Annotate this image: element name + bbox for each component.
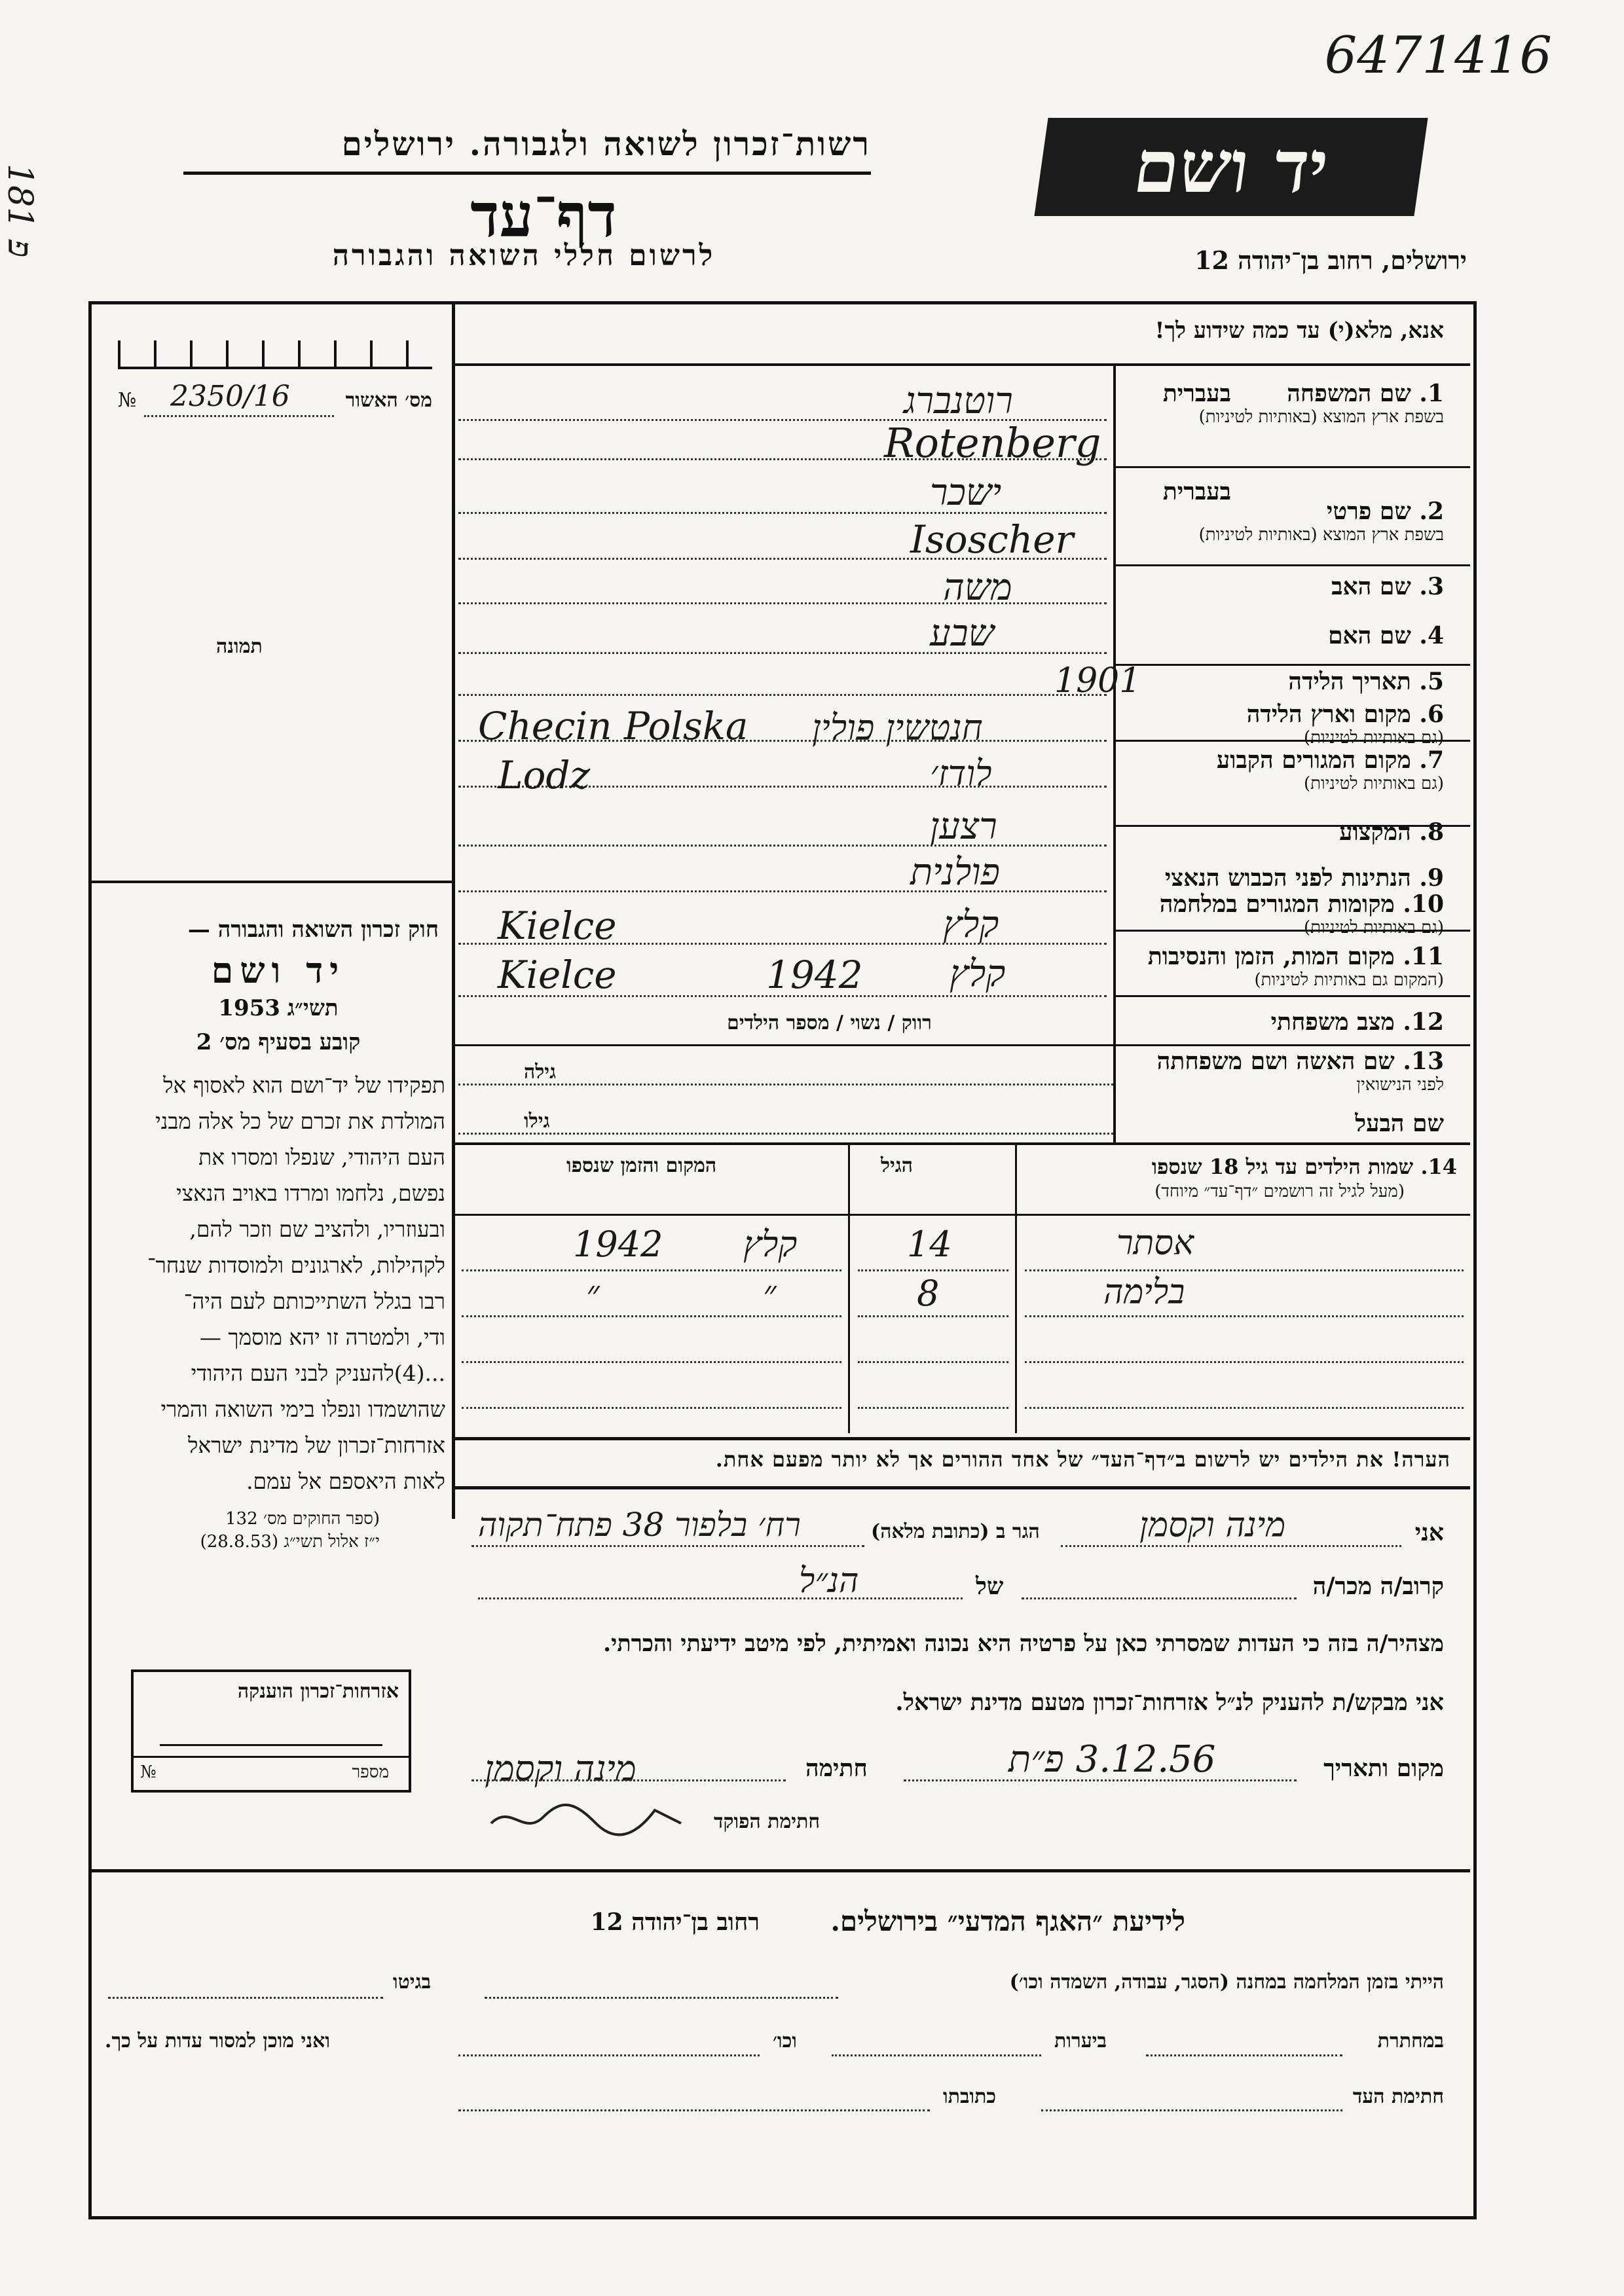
field-death-place bbox=[1148, 943, 1444, 990]
child-year: 1942 bbox=[573, 1224, 663, 1265]
law-line: ודי, ולמטרה זו יהא מוסמך — bbox=[199, 1324, 445, 1350]
child-age: 8 bbox=[917, 1273, 940, 1314]
field-label: שם האב bbox=[1331, 573, 1411, 600]
field-label: מצב משפחתי bbox=[1270, 1008, 1395, 1036]
underground-willing: ואני מוכן למסור עדות על כך. bbox=[105, 2030, 331, 2052]
row-line bbox=[1025, 1315, 1464, 1317]
note-top-border bbox=[455, 1437, 1470, 1440]
registry-number-sign: № bbox=[118, 389, 137, 412]
underground-title: לידיעת ״האגף המדעי״ בירושלים. bbox=[830, 1905, 1185, 1937]
stamp-number-sign: № bbox=[140, 1762, 157, 1782]
mother-name-value: שבע bbox=[930, 612, 995, 655]
underground-forests: ביערות bbox=[1054, 2030, 1107, 2052]
field-residence bbox=[1217, 746, 1444, 793]
law-line: לאות היאספם אל עמם. bbox=[246, 1468, 445, 1494]
row-sep bbox=[452, 1044, 1470, 1046]
field-father-name bbox=[1331, 573, 1444, 600]
instruction-band-bottom bbox=[452, 363, 1470, 366]
row-line bbox=[462, 1361, 841, 1363]
photo-box-bottom bbox=[92, 881, 452, 883]
first-name-hebrew: ישכר bbox=[930, 471, 1002, 514]
officer-signature-scribble bbox=[485, 1797, 694, 1843]
field-sub: בשפת ארץ המוצא (באותיות לטיניות) bbox=[1198, 407, 1444, 427]
registry-label: מס׳ האשור bbox=[345, 389, 432, 412]
field-label: מקום המות, הזמן והנסיבות bbox=[1147, 943, 1395, 970]
child-place: קלץ bbox=[743, 1224, 798, 1265]
field-num: 4. bbox=[1419, 622, 1444, 649]
underground-blank bbox=[1146, 2054, 1342, 2056]
value-line bbox=[458, 890, 1107, 892]
field-label: שם המשפחה bbox=[1287, 380, 1411, 407]
signature-label: חתימה bbox=[805, 1755, 868, 1782]
law-line: המולדת את זכרם של כל אלה מבני bbox=[155, 1108, 445, 1134]
law-name: יד ושם bbox=[211, 949, 346, 991]
child-name: בלימה bbox=[1103, 1273, 1185, 1312]
law-text bbox=[98, 1067, 445, 1499]
value-line bbox=[458, 1133, 1113, 1135]
field-label: מקום וארץ הלידה bbox=[1246, 701, 1411, 728]
field-birth-date bbox=[1288, 668, 1444, 695]
law-source: (ספר החוקים מס׳ 132 bbox=[225, 1509, 380, 1529]
marital-options: רווק / נשוי / מספר הילדים bbox=[727, 1011, 932, 1034]
registry-value-line bbox=[144, 415, 334, 417]
officer-signature-label: חתימת הפוקד bbox=[714, 1810, 821, 1833]
row-sep bbox=[1113, 564, 1470, 566]
profession-value: רצען bbox=[930, 805, 997, 848]
underground-blank bbox=[108, 1997, 383, 1999]
field-marital-status bbox=[1271, 1008, 1444, 1036]
row-line bbox=[858, 1269, 1008, 1271]
stamp-number-label: מספר bbox=[352, 1762, 389, 1782]
field-sub: (המקום גם באותיות לטיניות) bbox=[1254, 970, 1444, 990]
place-date-value: 3.12.56 פ״ת bbox=[1008, 1738, 1216, 1781]
field-label: מקום המגורים הקבוע bbox=[1216, 746, 1411, 774]
declarant-address-line bbox=[471, 1545, 864, 1547]
law-line: תפקידו של יד־ושם הוא לאסוף אל bbox=[163, 1072, 445, 1098]
stamp-title: אזרחות־זכרון הוענקה bbox=[237, 1680, 399, 1703]
signature-value: מינה וקסמן bbox=[485, 1748, 637, 1789]
law-year-heb: תשי״ג bbox=[287, 995, 339, 1021]
org-title-underline bbox=[183, 172, 871, 175]
death-year: 1942 bbox=[766, 953, 863, 997]
value-line bbox=[458, 652, 1107, 654]
field-sub: (גם באותיות לטיניות) bbox=[1303, 728, 1444, 748]
photo-label: תמונה bbox=[216, 635, 263, 658]
registry-row bbox=[118, 380, 432, 419]
declaration-statement: מצהיר/ה בזה כי העדות שמסרתי כאן על פרטיה היא נכונה ואמיתית, לפי מיטב ידיעתי והכרתי. bbox=[603, 1630, 1444, 1657]
row-line bbox=[462, 1269, 841, 1271]
row-line bbox=[1025, 1407, 1464, 1409]
field-num: 2. bbox=[1419, 498, 1444, 525]
declarant-address: רח׳ בלפור 38 פתח־תקוה bbox=[478, 1506, 801, 1544]
yad-vashem-logo: יד ושם bbox=[1034, 118, 1428, 216]
instruction-text: אנא, מלא(י) עד כמה שידוע לך! bbox=[1154, 318, 1444, 344]
field-label: תאריך הלידה bbox=[1288, 668, 1411, 695]
row-line bbox=[462, 1315, 841, 1317]
law-line: לקהילות, לארגונים ולמוסדות שנחר־ bbox=[147, 1252, 445, 1278]
declaration-i-label: אני bbox=[1414, 1519, 1444, 1546]
col-place-header: המקום והזמן שנספו bbox=[566, 1154, 717, 1177]
husband-age-label: גילו bbox=[524, 1110, 550, 1133]
field-lang: בעברית bbox=[1162, 380, 1231, 407]
underground-line1: הייתי בזמן המלחמה במחנה (הסגר, עבודה, השמדה וכו׳) bbox=[1009, 1971, 1444, 1994]
bottom-section-top bbox=[92, 1869, 1470, 1872]
form-subtitle: לרשום חללי השואה והגבורה bbox=[332, 239, 716, 272]
father-name-value: משה bbox=[943, 566, 1012, 609]
witness-signature-label: חתימת העד bbox=[1352, 2085, 1444, 2108]
citizenship-stamp-box bbox=[131, 1669, 411, 1793]
law-line: נפשם, נלחמו ומרדו באויב הנאצי bbox=[176, 1180, 445, 1206]
org-title: רשות־זכרון לשואה ולגבורה. ירושלים bbox=[341, 124, 871, 163]
field-label: שם האשה ושם משפחתה bbox=[1156, 1048, 1395, 1075]
underground-etc: וכו׳ bbox=[773, 2030, 797, 2052]
field-label: שם פרטי bbox=[1326, 498, 1411, 525]
stamp-line bbox=[160, 1744, 382, 1746]
document-number: 6471416 bbox=[1324, 26, 1552, 85]
field-profession bbox=[1339, 818, 1444, 846]
row-line bbox=[858, 1407, 1008, 1409]
field-birth-place bbox=[1247, 701, 1444, 748]
field-num: 8. bbox=[1419, 818, 1444, 846]
place-date-label: מקום ותאריך bbox=[1323, 1755, 1444, 1782]
field-num: 7. bbox=[1419, 746, 1444, 774]
field-sub: לפני הנישואין bbox=[1356, 1075, 1444, 1095]
field-num: 6. bbox=[1419, 701, 1444, 728]
row-line bbox=[858, 1315, 1008, 1317]
relative-label: קרוב/ה מכר/ה bbox=[1312, 1573, 1444, 1600]
of-label: של bbox=[976, 1573, 1004, 1600]
declarant-name-line bbox=[1061, 1545, 1401, 1547]
underground-address: רחוב בן־יהודה 12 bbox=[590, 1908, 760, 1936]
child-age: 14 bbox=[907, 1224, 952, 1265]
law-line: ובעוזריו, ולהציב שם וזכר להם, bbox=[189, 1216, 445, 1242]
row-line bbox=[858, 1361, 1008, 1363]
address: ירושלים, רחוב בן־יהודה 12 bbox=[1194, 246, 1467, 275]
underground-blank bbox=[485, 1997, 838, 1999]
field-sub: (גם באותיות לטיניות) bbox=[1303, 918, 1444, 938]
relative-value: הנ״ל bbox=[799, 1561, 859, 1601]
row-sep bbox=[1113, 466, 1470, 468]
underground-ghetto: בגיטו bbox=[393, 1971, 432, 1994]
declarant-name: מינה וקסמן bbox=[1139, 1506, 1286, 1545]
wife-age-label: גילה bbox=[524, 1061, 557, 1084]
label-column-divider bbox=[1113, 363, 1116, 1142]
underground-blank bbox=[832, 2054, 1041, 2056]
death-place-hebrew: קלץ bbox=[950, 953, 1006, 995]
underground-blank bbox=[458, 2054, 760, 2056]
birth-date-value: 1901 bbox=[1054, 661, 1141, 701]
row-line bbox=[1025, 1269, 1464, 1271]
law-line: רבו בגלל השתייכותם לעם היה־ bbox=[183, 1288, 445, 1314]
field-nationality bbox=[1165, 864, 1444, 892]
family-name-hebrew: רוטנברג bbox=[904, 380, 1013, 422]
margin-note: פ 181 bbox=[0, 164, 39, 258]
children-table bbox=[455, 1145, 1470, 1440]
row-sep bbox=[1113, 995, 1470, 997]
children-note: הערה! את הילדים יש לרשום ב״דף־העד״ של אחד ההורים אך לא יותר מפעם אחת. bbox=[715, 1447, 1450, 1472]
field-wartime-residence bbox=[1160, 890, 1444, 938]
birth-place-hebrew: חנטשין פולין bbox=[812, 707, 983, 748]
law-title: חוק זכרון השואה והגבורה — bbox=[187, 917, 439, 943]
col-sep bbox=[1015, 1145, 1017, 1433]
residence-hebrew: לודז׳ bbox=[930, 753, 992, 794]
value-line bbox=[458, 1084, 1113, 1085]
relative-line bbox=[1022, 1597, 1297, 1599]
place-date-line bbox=[904, 1779, 1297, 1781]
row-line bbox=[462, 1407, 841, 1409]
underground-blank bbox=[458, 2109, 930, 2111]
child-place: ״ bbox=[763, 1273, 777, 1314]
first-name-latin: Isoscher bbox=[910, 517, 1074, 562]
child-year: ״ bbox=[586, 1273, 600, 1314]
field-label: שם האם bbox=[1328, 622, 1411, 649]
nationality-value: פולנית bbox=[910, 851, 1000, 894]
header-sep bbox=[455, 1214, 1470, 1216]
field-label: הנתינות לפני הכבוש הנאצי bbox=[1164, 864, 1411, 892]
field-num: 9. bbox=[1419, 864, 1444, 892]
field-lang: בעברית bbox=[1162, 478, 1231, 505]
row-sep bbox=[1113, 664, 1470, 666]
stamp-sep bbox=[134, 1756, 409, 1758]
children-subtitle: (מעל לגיל זה רושמים ״דף־עד״ מיוחד) bbox=[1154, 1182, 1405, 1201]
field-num: 10. bbox=[1403, 890, 1444, 918]
col-age-header: הגיל bbox=[881, 1154, 913, 1177]
law-line: אזרחות־זכרון של מדינת ישראל bbox=[187, 1432, 445, 1458]
underground-blank bbox=[1041, 2109, 1342, 2111]
field-num: 13. bbox=[1403, 1048, 1444, 1075]
law-date: י״ז אלול תשי״ג (28.8.53) bbox=[200, 1532, 380, 1552]
declarant-address-label: הגר ב (כתובת מלאה) bbox=[871, 1520, 1040, 1543]
field-num: 5. bbox=[1419, 668, 1444, 695]
law-clause: קובע בסעיף מס׳ 2 bbox=[196, 1029, 361, 1055]
field-num: 1. bbox=[1419, 380, 1444, 407]
field-sub: (גם באותיות לטיניות) bbox=[1303, 774, 1444, 793]
registry-tickbar bbox=[118, 340, 432, 369]
children-title: 14. שמות הילדים עד גיל 18 שנספו bbox=[1151, 1154, 1457, 1179]
officer-signature-icon bbox=[485, 1797, 694, 1843]
witness-address-label: כתובתו bbox=[943, 2085, 997, 2108]
relative-of-line bbox=[478, 1597, 963, 1599]
death-place-latin: Kielce bbox=[498, 953, 617, 997]
field-wife-name bbox=[1157, 1048, 1444, 1095]
value-line bbox=[458, 512, 1107, 514]
col-sep bbox=[848, 1145, 850, 1433]
field-label: מקומות המגורים במלחמה bbox=[1159, 890, 1395, 918]
field-husband-name: שם הבעל bbox=[1355, 1110, 1444, 1137]
birth-place-latin: Checin Polska bbox=[478, 704, 748, 748]
law-year-block bbox=[196, 995, 360, 1021]
wartime-residence-latin: Kielce bbox=[498, 903, 617, 948]
field-num: 12. bbox=[1403, 1008, 1444, 1036]
field-num: 11. bbox=[1403, 943, 1444, 970]
law-year: 1953 bbox=[218, 995, 280, 1021]
child-name: אסתר bbox=[1116, 1224, 1194, 1263]
signature-line bbox=[471, 1779, 786, 1781]
law-line: העם היהודי, שנפלו ומסרו את bbox=[198, 1144, 445, 1170]
field-label: המקצוע bbox=[1339, 818, 1411, 846]
law-line: שהושמדו ונפלו בימי השואה והמרי bbox=[160, 1396, 445, 1422]
field-mother-name bbox=[1328, 622, 1444, 649]
value-line bbox=[458, 694, 1107, 696]
residence-latin: Lodz bbox=[498, 753, 591, 797]
wartime-residence-hebrew: קלץ bbox=[943, 903, 999, 946]
row-line bbox=[1025, 1361, 1464, 1363]
underground-resistance: במחתרת bbox=[1377, 2030, 1444, 2052]
value-line bbox=[458, 845, 1107, 847]
note-bottom-border bbox=[455, 1486, 1470, 1489]
declaration-request: אני מבקש/ת להעניק לנ״ל אזרחות־זכרון מטעם מדינת ישראל. bbox=[895, 1689, 1444, 1716]
form-title: דף־עד bbox=[470, 180, 617, 251]
field-num: 3. bbox=[1419, 573, 1444, 600]
law-line: ...(4)להעניק לבני העם היהודי bbox=[191, 1360, 445, 1386]
family-name-latin: Rotenberg bbox=[884, 419, 1101, 467]
registry-value: 2350/16 bbox=[170, 380, 290, 413]
field-sub: בשפת ארץ המוצא (באותיות לטיניות) bbox=[1198, 525, 1444, 545]
